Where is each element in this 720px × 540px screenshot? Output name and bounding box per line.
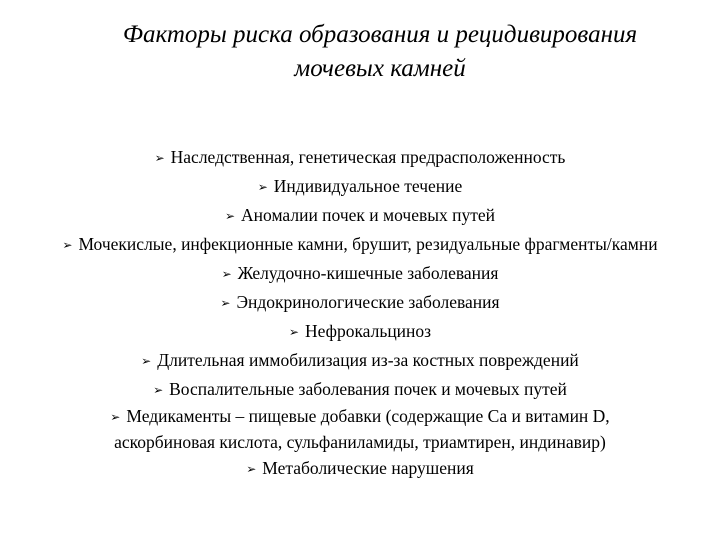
arrowhead-bullet-icon: ➢	[246, 462, 257, 476]
arrowhead-bullet-icon: ➢	[221, 267, 232, 281]
list-item	[0, 143, 720, 172]
list-item-text: Индивидуальное течение	[273, 176, 463, 196]
list-item	[0, 230, 720, 259]
arrowhead-bullet-icon: ➢	[110, 410, 121, 424]
list-item-text: Желудочно-кишечные заболевания	[237, 263, 499, 283]
list-item-line-2: аскорбиновая кислота, сульфаниламиды, триамтирен, индинавир)	[114, 432, 606, 452]
title-line-2: мочевых камней	[294, 55, 466, 82]
list-item-text: Нефрокальциноз	[304, 321, 432, 341]
arrowhead-bullet-icon: ➢	[220, 296, 231, 310]
arrowhead-bullet-icon: ➢	[141, 354, 152, 368]
list-item-line-1	[0, 404, 720, 430]
list-item	[0, 454, 720, 483]
list-item	[0, 404, 720, 454]
risk-factor-list	[0, 143, 720, 483]
list-item-text: Эндокринологические заболевания	[236, 292, 500, 312]
arrowhead-bullet-icon: ➢	[257, 180, 268, 194]
arrowhead-bullet-icon: ➢	[62, 238, 73, 252]
list-item-text: Воспалительные заболевания почек и мочевых путей	[169, 379, 567, 399]
list-item-text: Длительная иммобилизация из-за костных повреждений	[157, 350, 579, 370]
list-item	[0, 259, 720, 288]
list-item-text: Аномалии почек и мочевых путей	[241, 205, 496, 225]
arrowhead-bullet-icon: ➢	[154, 151, 165, 165]
arrowhead-bullet-icon: ➢	[153, 383, 164, 397]
list-item-text: Медикаменты – пищевые добавки (содержащие Са и витамин D,	[126, 406, 610, 426]
list-item	[0, 201, 720, 230]
list-item-text: Метаболические нарушения	[262, 458, 474, 478]
arrowhead-bullet-icon: ➢	[224, 209, 236, 223]
arrowhead-bullet-icon: ➢	[288, 325, 299, 339]
list-item	[0, 317, 720, 346]
list-item-text: Наследственная, генетическая предрасположенность	[170, 147, 566, 167]
list-item	[0, 346, 720, 375]
list-item-text: Мочекислые, инфекционные камни, брушит, резидуальные фрагменты/камни	[78, 234, 658, 254]
slide-title	[60, 18, 700, 86]
list-item	[0, 288, 720, 317]
title-line-1: Факторы риска образования и рецидивирования	[122, 21, 638, 48]
list-item	[0, 375, 720, 404]
list-item	[0, 172, 720, 201]
